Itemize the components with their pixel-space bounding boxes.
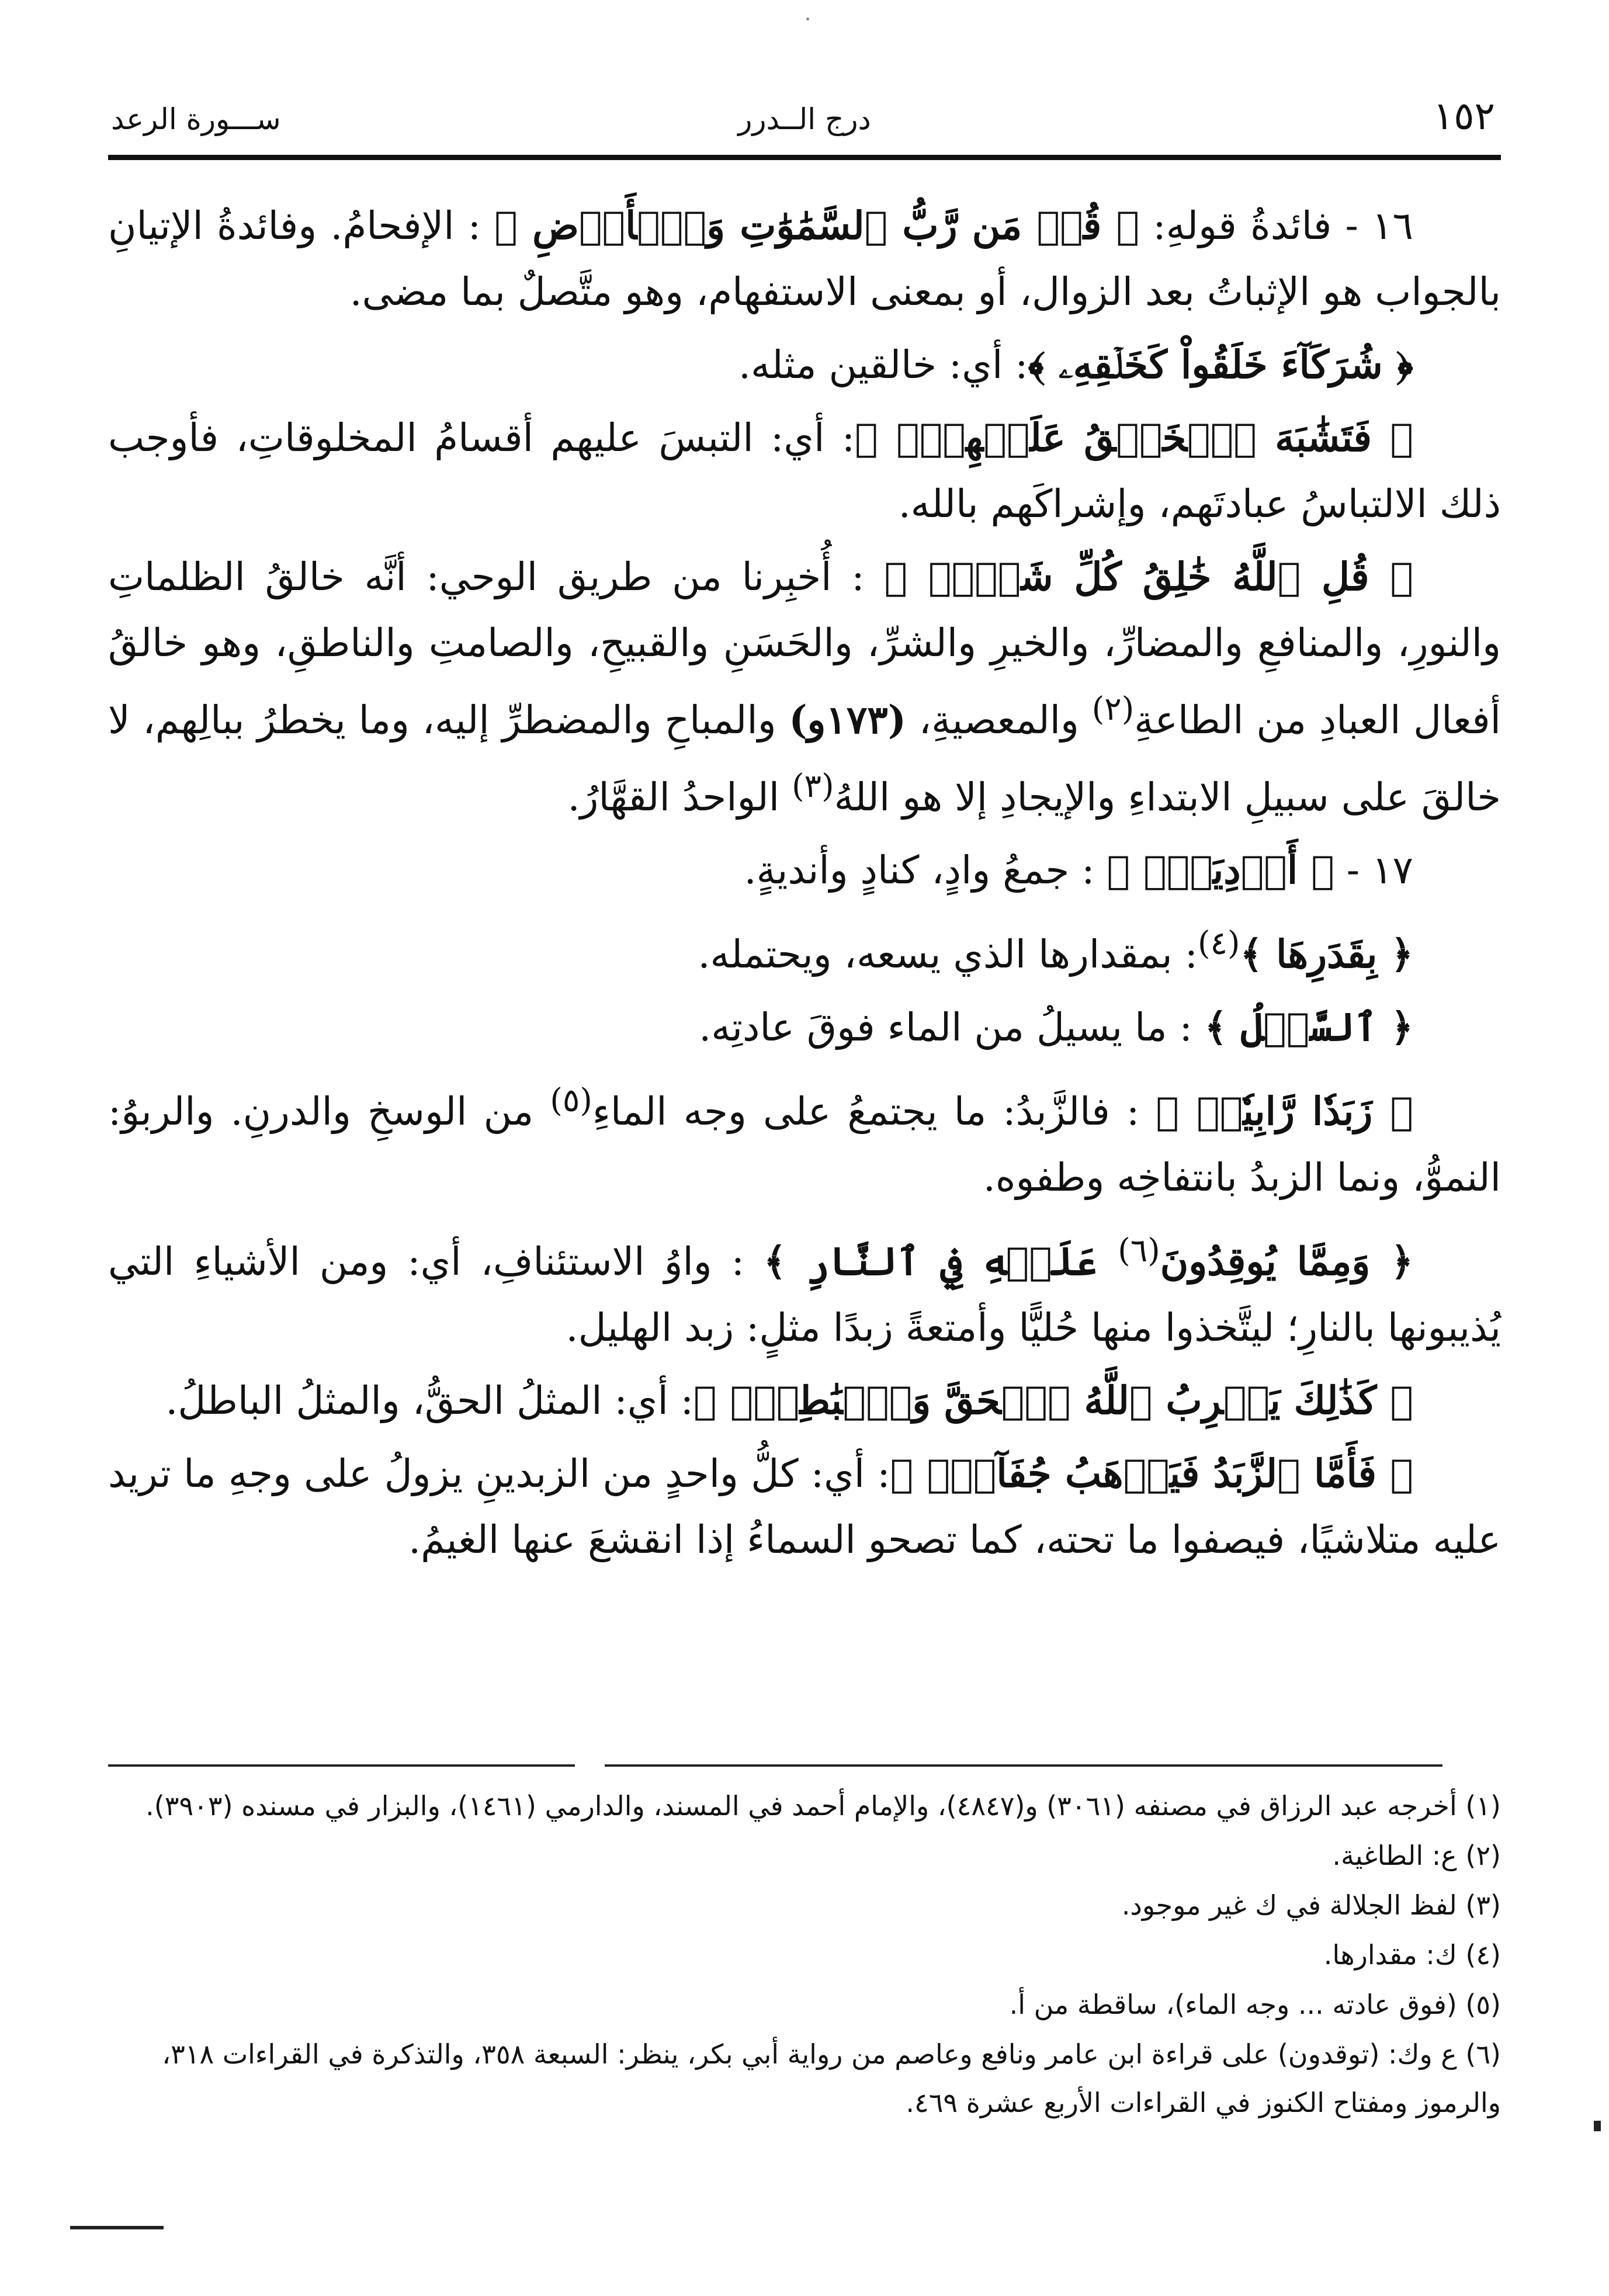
paragraph-truth-falsehood (108, 1368, 1501, 1434)
quran-quote: ﴿ بِقَدَرِهَا ﴾ (1240, 931, 1413, 977)
paragraph-partners (108, 332, 1501, 398)
quran-quote: ﴿ أَوۡدِيَةُۢ ﴾ (1107, 847, 1334, 893)
running-book-title: درج الــدرر (738, 102, 871, 136)
main-text (108, 193, 1501, 1580)
commentary: : أي: المثلُ الحقُّ، والمثلُ الباطلُ. (165, 1378, 693, 1423)
footnote-ref-3: (٣) (792, 767, 834, 804)
commentary: : أُخبِرنا من طريق الوحي: أنَّه خالقُ الظلماتِ والنورِ، والمنافعِ والمضارِّ، والخيرِ والشرِّ، والحَسَنِ والقبيحِ، والصامتِ والناطقِ، وهو خالقُ أفعال العبادِ من الطاعةِ (108, 554, 1501, 743)
scan-edge-mark (70, 2226, 164, 2229)
verse-number-lead: ١٦ - فائدةُ قولهِ: (1139, 203, 1413, 248)
footnote-ref-4: (٤) (1198, 924, 1240, 962)
commentary: : جمعُ وادٍ، كنادٍ وأنديةٍ. (744, 848, 1107, 893)
footnote-rule (605, 1764, 1442, 1767)
paragraph-kindle (108, 1218, 1501, 1361)
scan-mark (1594, 2121, 1601, 2131)
verse-number-lead: ١٧ - (1334, 848, 1413, 893)
footnotes (108, 1782, 1501, 2128)
quran-quote-cont: عَلَيۡهِ فِي ٱلنَّارِ ﴾ (764, 1239, 1118, 1284)
quran-quote: ﴿ ٱلسَّيۡلُ ﴾ (1204, 1004, 1413, 1050)
quran-quote: ﴿ وَمِمَّا يُوقِدُونَ (1160, 1239, 1414, 1284)
paragraph-torrent (108, 994, 1501, 1060)
footnote-ref-5: (٥) (550, 1081, 592, 1119)
footnote-ref-2: (٢) (1091, 690, 1135, 727)
quran-quote: ﴿ فَتَشَٰبَهَ ٱلۡخَلۡقُ عَلَيۡهِمۡۚ ﴾ (855, 415, 1413, 460)
paragraph-creator (108, 544, 1501, 830)
running-surah-title: ســـورة الرعد (111, 102, 281, 136)
footnote-6: (٦) ع وك: (توقدون) على قراءة ابن عامر ونافع وعاصم من رواية أبي بكر، ينظر: السبعة ٣٥٨، والتذكرة في القراءات ٣١٨، والرموز ومفتاح الكنوز في القراءات الأربع عشرة ٤٦٩. (162, 2038, 1501, 2118)
commentary: : بمقدارها الذي يسعه، ويحتمله. (698, 932, 1198, 977)
header-rule (108, 155, 1501, 160)
paragraph-16 (108, 193, 1501, 325)
footnote-3: (٣) لفظ الجلالة في ك غير موجود. (1121, 1889, 1501, 1921)
commentary: : الإفحامُ. وفائدةُ الإتيانِ بالجواب هو الإثباتُ بعد الزوال، أو بمعنى الاستفهام، وهو متَّصلٌ بما مضى. (108, 203, 1501, 314)
quran-quote: ﴿ شُرَكَآءَ خَلَقُواْ كَخَلۡقِهِۦ ﴾ (1028, 342, 1413, 387)
quran-quote: ﴿ قُلۡ مَن رَّبُّ ٱلسَّمَٰوَٰتِ وَٱلۡأَرۡضِ ﴾ (494, 203, 1140, 248)
footnote-2: (٢) ع: الطاغية. (1332, 1840, 1501, 1871)
paragraph-17 (108, 837, 1501, 903)
paragraph-resemblance (108, 405, 1501, 537)
footnote-1: (١) أخرجه عبد الرزاق في مصنفه (٣٠٦١) و(٤٨٤٧)، والإمام أحمد في المسند، والدارمي (١٤٦١)، والبزار في مسنده (٣٩٠٣). (145, 1790, 1501, 1822)
paragraph-foam (108, 1067, 1501, 1211)
commentary: : أي: كلُّ واحدٍ من الزبدينِ يزولُ على وجهِ ما تريد عليه متلاشيًا، فيصفوا ما تحته، كما تصحو السماءُ إذا انقشعَ عنها الغيمُ. (108, 1451, 1501, 1562)
commentary: : أي: التبسَ عليهم أقسامُ المخلوقاتِ، فأوجب ذلك الالتباسُ عبادتَهم، وإشراكَهم بالله. (108, 415, 1501, 526)
quran-quote: ﴿ قُلِ ٱللَّهُ خَٰلِقُ كُلِّ شَيۡءٖ ﴾ (884, 554, 1413, 599)
commentary: والمعصيةِ، (906, 698, 1092, 743)
paragraph-scum (108, 1441, 1501, 1573)
footnote-ref-6: (٦) (1118, 1232, 1160, 1269)
paragraph-measure (108, 910, 1501, 987)
commentary: : واوُ الاستئنافِ، أي: ومن الأشياءِ التي يُذيبونها بالنارِ؛ ليتَّخذوا منها حُليًّا وأمتعةً زبدًا مثلٍ: زبد الهليل. (108, 1239, 1501, 1350)
scan-speck (806, 18, 809, 20)
quran-quote: ﴿ فَأَمَّا ٱلزَّبَدُ فَيَذۡهَبُ جُفَآءٗۖ ﴾ (890, 1451, 1413, 1496)
quran-quote: ﴿ كَذَٰلِكَ يَضۡرِبُ ٱللَّهُ ٱلۡحَقَّ وَٱلۡبَٰطِلَۚ ﴾ (693, 1378, 1413, 1423)
commentary: الواحدُ القهَّارُ. (567, 775, 792, 820)
commentary: : فالزَّبدُ: ما يجتمعُ على وجه الماءِ (592, 1089, 1156, 1134)
folio-marker: (١٧٣و) (789, 697, 907, 743)
quran-quote: ﴿ زَبَدٗا رَّابِيٗاۖ ﴾ (1156, 1088, 1413, 1134)
commentary: : ما يسيلُ من الماء فوقَ عادتِه. (699, 1005, 1205, 1050)
commentary: : أي: خالقين مثله. (738, 342, 1028, 387)
footnote-rule-left (108, 1764, 575, 1767)
commentary: والمباحِ والمضطرِّ إليه، وما يخطرُ ببالِهم، لا خالقَ على سبيلِ الابتداءِ والإيجادِ إلا هو اللهُ (108, 698, 1501, 820)
page-number: ١٥٢ (1433, 93, 1495, 138)
commentary: من الوسخِ والدرنِ. والربوُ: النموُّ، ونما الزبدُ بانتفاخِه وطفوه. (108, 1089, 1501, 1200)
footnote-5: (٥) (فوق عادته ... وجه الماء)، ساقطة من أ. (1009, 1989, 1501, 2020)
footnote-4: (٤) ك: مقدارها. (1323, 1939, 1501, 1971)
